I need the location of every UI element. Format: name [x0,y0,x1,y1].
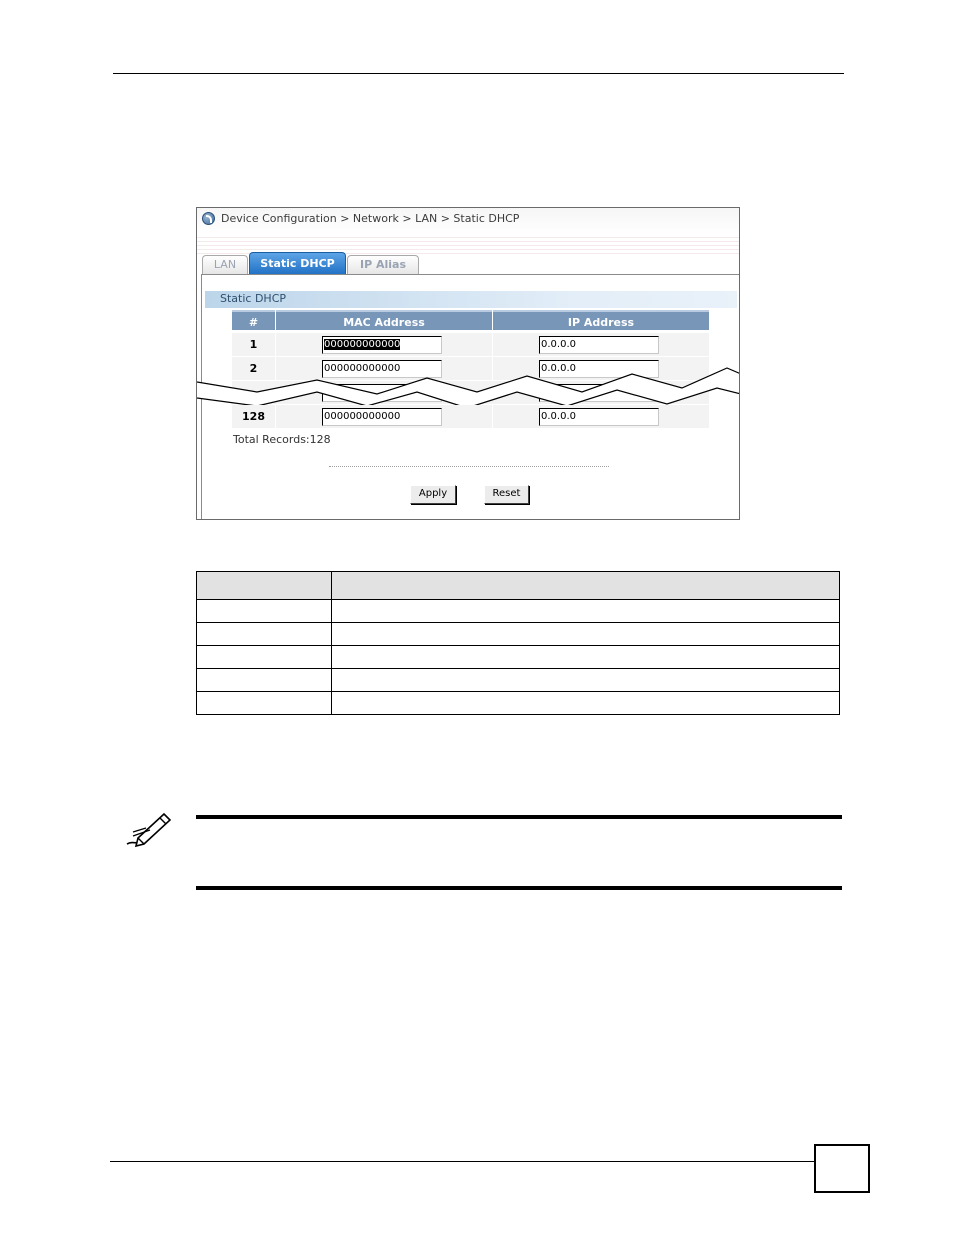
static-dhcp-screenshot [196,207,740,520]
table-cell [197,600,332,623]
table-cell [332,572,840,600]
mac-address-value: 000000000000 [324,339,401,350]
breadcrumb: Device Configuration > Network > LAN > Static DHCP [221,212,520,225]
torn-break [197,208,740,520]
column-header-ip: IP Address [493,310,709,330]
footer-rule [110,1161,815,1162]
table-row [197,600,840,623]
table-cell [332,692,840,715]
table-cell [332,600,840,623]
row-number: 128 [242,410,265,423]
tab-ip-alias[interactable]: IP Alias [347,255,419,274]
ip-address-field[interactable]: 0.0.0.0 [539,408,659,426]
table-row [197,623,840,646]
pencil-note-icon [124,810,174,850]
ip-address-field[interactable]: 0.0.0.0 [539,336,659,354]
row-number: 2 [249,362,258,375]
reset-button[interactable]: Reset [484,485,529,504]
note-bottom-rule [196,886,842,890]
table-row [197,646,840,669]
row-number: 1 [249,338,258,351]
ip-address-field[interactable]: 0.0.0.0 [539,360,659,378]
header-rule [113,73,844,74]
total-records: Total Records:128 [233,433,331,446]
table-header-row [197,572,840,600]
table-cell [332,623,840,646]
table-cell [197,646,332,669]
table-cell [197,669,332,692]
section-title: Static DHCP [220,292,287,305]
mac-address-field[interactable]: 000000000000 [322,408,442,426]
column-header-number: # [232,310,275,330]
table-cell [332,669,840,692]
tab-static-dhcp[interactable]: Static DHCP [249,252,346,275]
cell-separator [492,405,493,428]
table-cell [197,623,332,646]
table-row [197,692,840,715]
tab-lan[interactable]: LAN [202,255,248,274]
note-top-rule [196,815,842,819]
table-row [197,669,840,692]
apply-button[interactable]: Apply [410,485,456,504]
dotted-divider [329,466,609,467]
column-header-mac: MAC Address [276,310,492,330]
page-number-box [814,1144,870,1193]
table-cell [197,572,332,600]
cell-separator [275,405,276,428]
table-cell [332,646,840,669]
mac-address-field[interactable]: 000000000000 [322,360,442,378]
table-cell [197,692,332,715]
field-description-table [196,571,840,715]
